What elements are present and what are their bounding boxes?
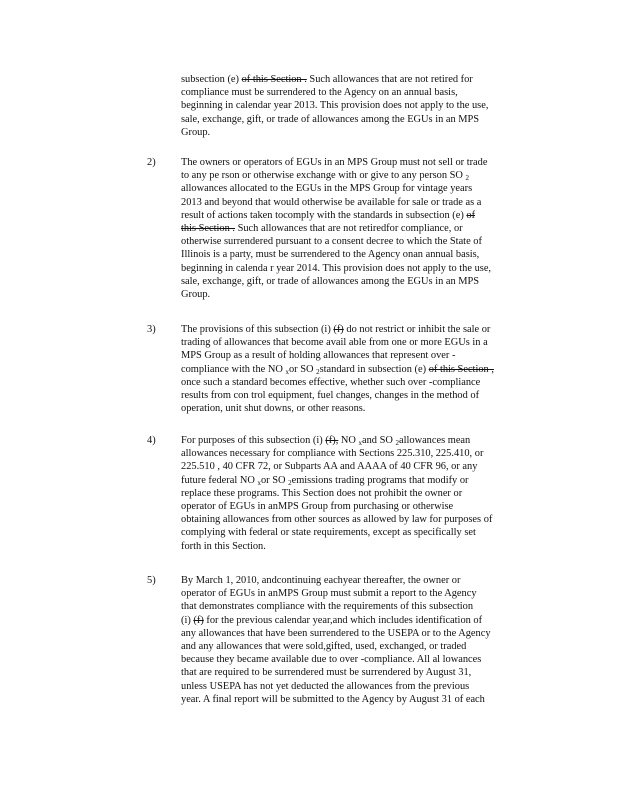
text-segment: operation, unit shut downs, or other reasons. [181,403,366,415]
text-line [181,474,541,487]
text-segment: allowances allocated to the EGUs in the MPS Group for vintage years [181,183,473,195]
struck-text: of this Section . [241,74,307,85]
text-segment: beginning in calendar year 2013. This provision does not apply to the use, [181,100,489,112]
text-segment: or SO [288,363,317,375]
text-line [181,126,541,139]
subscript: x [257,478,261,487]
text-segment: unless USEPA has not yet deducted the allowances from the previous [181,680,470,692]
struck-text: this Section . [181,222,235,234]
text-segment: to any pe rson or otherwise exchange with or give to any person SO [181,170,466,182]
text-segment: Such allowances that are not retired for [306,74,473,85]
struck-text: (f) [193,614,204,626]
text-line [181,614,541,627]
text-segment: compliance must be surrendered to the Agency on an annual basis, [181,87,458,99]
text-segment: and any allowances that were sold,gifted, used, exchanged, or traded [181,640,467,652]
text-line [181,248,541,261]
text-segment: complying with federal or state requirements, except as specifically set [181,527,476,539]
text-line [181,336,541,349]
text-line [181,349,541,362]
subscript: 2 [316,367,320,376]
text-line [181,99,541,112]
text-segment: replace these programs. This Section does not prohibit the owner or [181,487,463,499]
text-line [181,209,541,222]
subscript: 2 [288,478,292,487]
text-segment: any allowances that have been surrendered to the USEPA or to the Agency [181,627,491,639]
text-segment: sale, exchange, gift, or trade of allowances among the EGUs in an MPS [181,275,480,287]
text-segment: trading of allowances that become avail able from one or more EGUs in a [181,337,488,349]
text-segment: obtaining allowances from other sources as allowed by law for purposes of [181,514,493,526]
text-line [181,447,541,460]
text-line [181,526,541,539]
text-segment: Illinois is a party, must be surrendered to the Agency onan annual basis, [181,249,480,261]
text-line [181,86,541,99]
text-segment: once such a standard becomes effective, whether such over -compliance [181,376,481,388]
text-segment: Group. [181,288,211,300]
text-line [181,640,541,653]
text-segment: operator of EGUs in anMPS Group must submit a report to the Agency [181,588,477,600]
text-segment: By March 1, 2010, andcontinuing eachyear thereafter, the owner or [181,575,461,586]
paragraph-number-5: 5) [147,575,156,586]
text-segment: MPS Group as a result of holding allowances that represent over - [181,350,456,362]
text-segment: result of actions taken tocomply with the standards in subsection (e) [181,209,467,221]
text-segment: subsection (e) [181,74,242,85]
paragraph-3 [181,323,541,415]
text-line [181,169,541,182]
text-segment: sale, exchange, gift, or trade of allowances among the EGUs in an MPS [181,113,480,125]
text-segment: do not restrict or inhibit the sale or [343,324,491,335]
paragraph-2 [181,156,541,301]
text-line [181,513,541,526]
text-line [181,235,541,248]
text-segment: and SO [362,435,396,446]
text-segment: forth in this Section. [181,540,266,552]
text-line [181,222,541,235]
paragraph-number-2: 2) [147,157,156,168]
subscript: x [285,367,289,376]
text-line [181,262,541,275]
text-line [181,73,541,86]
text-line [181,500,541,513]
text-line [181,288,541,301]
text-segment: year. A final report will be submitted to the Agency by August 31 of each [181,693,485,705]
subscript: 2 [465,174,470,183]
text-line [181,540,541,553]
text-segment: results from con trol equipment, fuel changes, changes in the method of [181,389,480,401]
text-line [181,460,541,473]
text-segment: otherwise surrendered pursuant to a consent decree to which the State of [181,236,482,248]
struck-text: of this Section , [428,363,494,375]
text-line [181,376,541,389]
text-line [181,693,541,706]
paragraph-number-4: 4) [147,435,156,446]
text-line [181,627,541,640]
text-line [181,587,541,600]
paragraph-4 [181,434,541,553]
text-line [181,275,541,288]
paragraph-5 [181,574,541,706]
text-segment: emissions trading programs that modify or [291,474,469,486]
text-segment: that demonstrates compliance with the requirements of this subsection [181,601,474,613]
subscript: 2 [395,439,399,447]
text-segment: Group. [181,126,211,138]
text-segment: 2013 and beyond that would otherwise be available for sale or trade as a [181,196,482,208]
subscript: x [358,439,362,447]
text-segment: The owners or operators of EGUs in an MPS Group must not sell or trade [181,157,488,168]
text-segment: allowances mean [398,435,471,446]
text-segment: The provisions of this subsection (i) [181,324,334,335]
text-line [181,574,541,587]
struck-text: (f) [333,324,344,335]
text-line [181,113,541,126]
text-segment: because they became available due to over -compliance. All al lowances [181,654,482,666]
paragraph-continuation [181,73,541,139]
text-segment: or SO [260,474,289,486]
text-segment: that are required to be surrendered must be surrendered by August 31, [181,667,472,679]
text-line [181,323,541,336]
text-segment: standard in subsection (e) [319,363,429,375]
paragraph-number-3: 3) [147,324,156,335]
text-line [181,487,541,500]
text-line [181,680,541,693]
text-line [181,156,541,169]
text-line [181,363,541,376]
struck-text: of [466,209,476,221]
text-segment: for the previous calendar year,and which includes identification of [203,614,483,626]
text-segment: (i) [181,614,194,626]
text-line [181,389,541,402]
text-segment: NO [338,435,359,446]
text-segment: compliance with the NO [181,363,286,375]
text-line [181,434,541,447]
text-segment: For purposes of this subsection (i) [181,435,326,446]
text-line [181,182,541,195]
struck-text: (f), [325,435,339,446]
text-line [181,666,541,679]
text-segment: future federal NO [181,474,258,486]
text-line [181,653,541,666]
text-segment: beginning in calenda r year 2014. This provision does not apply to the use, [181,262,492,274]
text-line [181,600,541,613]
text-segment: Such allowances that are not retiredfor compliance, or [234,222,463,234]
text-segment: operator of EGUs in anMPS Group from purchasing or otherwise [181,500,454,512]
text-segment: 225.510 , 40 CFR 72, or Subparts AA and AAAA of 40 CFR 96, or any [181,461,478,473]
text-line [181,402,541,415]
text-segment: allowances necessary for compliance with Sections 225.310, 225.410, or [181,448,484,460]
text-line [181,196,541,209]
